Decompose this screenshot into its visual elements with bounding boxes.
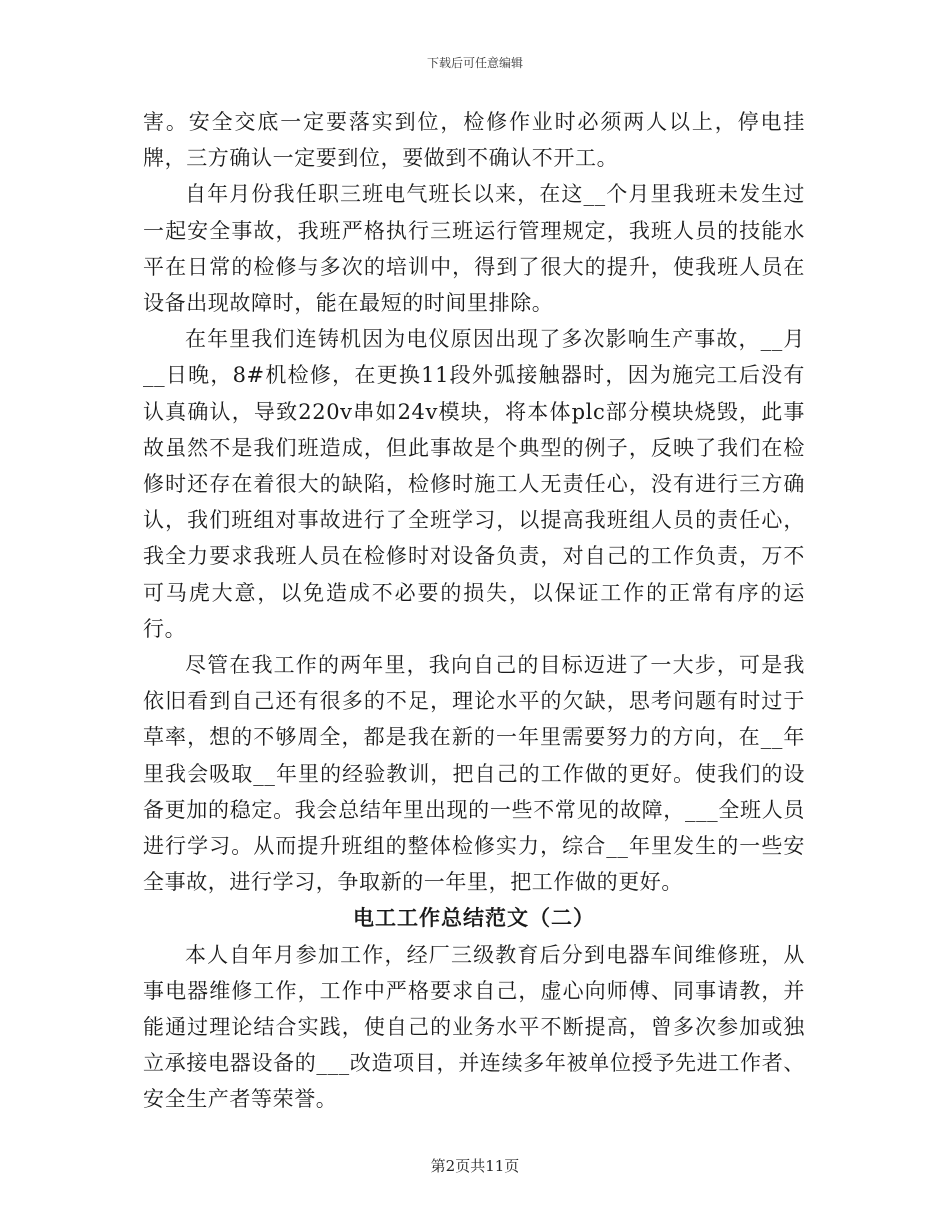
paragraph-safety-record: 自年月份我任职三班电气班长以来，在这__个月里我班未发生过一起安全事故，我班严格执行三班运行管理规定，我班人员的技能水平在日常的检修与多次的培训中，得到了很大的提升，使我班人员在设备出现故障时，能在最短的时间里排除。 [143, 182, 805, 316]
paragraph-outlook: 尽管在我工作的两年里，我向自己的目标迈进了一大步，可是我依旧看到自己还有很多的不足，理论水平的欠缺，思考问题有时过于草率，想的不够周全，都是我在新的一年里需要努力的方向，在__年里我会吸取__年里的经验教训，把自己的工作做的更好。使我们的设备更加的稳定。我会总结年里出现的一些不常见的故障，___全班人员进行学习。从而提升班组的整体检修实力，综合__年里发生的一些安全事故，进行学习，争取新的一年里，把工作做的更好。 [143, 653, 805, 895]
page-header: 下载后可任意编辑 [426, 56, 523, 70]
section-title: 电工工作总结范文（二） [353, 905, 595, 931]
paragraph-incident: 在年里我们连铸机因为电仪原因出现了多次影响生产事故，__月__日晚，8#机检修，在更换11段外弧接触器时，因为施完工后没有认真确认，导致220v串如24v模块，将本体plc部分模块烧毁，此事故虽然不是我们班造成，但此事故是个典型的例子，反映了我们在检修时还存在着很大的缺陷，检修时施工人无责任心，没有进行三方确认，我们班组对事故进行了全班学习，以提高我班组人员的责任心，我全力要求我班人员在检修时对设备负责，对自己的工作负责，万不可马虎大意，以免造成不必要的损失，以保证工作的正常有序的运行。 [143, 327, 805, 641]
paragraph-continuation: 害。安全交底一定要落实到位，检修作业时必须两人以上，停电挂牌，三方确认一定要到位，要做到不确认不开工。 [143, 110, 805, 171]
document-body [143, 104, 805, 1118]
page-footer: 第2页共11页 [430, 1157, 520, 1175]
paragraph-section-two: 本人自年月参加工作，经厂三级教育后分到电器车间维修班，从事电器维修工作，工作中严格要求自己，虚心向师傅、同事请教，并能通过理论结合实践，使自己的业务水平不断提高，曾多次参加或独立承接电器设备的___改造项目，并连续多年被单位授予先进工作者、安全生产者等荣誉。 [143, 942, 805, 1112]
